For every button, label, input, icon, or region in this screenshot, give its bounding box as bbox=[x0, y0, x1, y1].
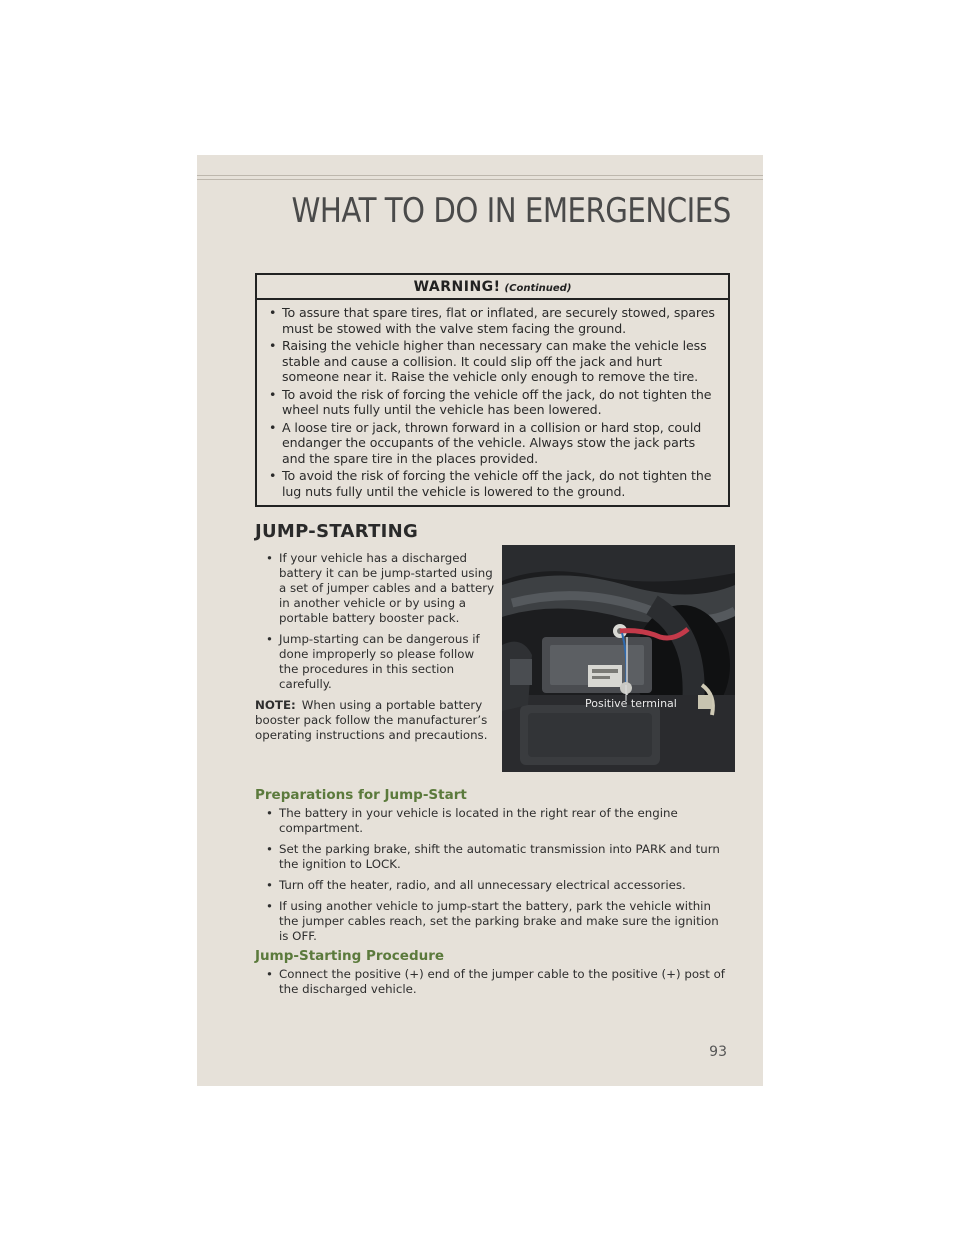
jump-starting-list bbox=[255, 551, 495, 692]
note-text: When using a portable battery booster pack follow the manufacturer’s operating instructions and precautions. bbox=[255, 698, 488, 742]
jump-starting-heading: JUMP-STARTING bbox=[255, 521, 419, 542]
list-item: • Connect the positive (+) end of the jumper cable to the positive (+) post of the discharged vehicle. bbox=[255, 967, 730, 997]
list-item: • Raising the vehicle higher than necessary can make the vehicle less stable and cause a collision. It could slip off the jack and hurt someone near it. Raise the vehicle only enough to remove the tire. bbox=[267, 338, 718, 385]
battery-photo bbox=[502, 545, 735, 772]
warning-header bbox=[257, 275, 728, 300]
warning-title: WARNING! bbox=[413, 279, 501, 295]
preparations-section bbox=[255, 806, 730, 950]
manual-page bbox=[197, 155, 763, 1086]
list-item: • The battery in your vehicle is located in the right rear of the engine compartment. bbox=[255, 806, 730, 836]
list-item: • To avoid the risk of forcing the vehicle off the jack, do not tighten the lug nuts fully until the vehicle is lowered to the ground. bbox=[267, 468, 718, 499]
jump-starting-intro bbox=[255, 551, 495, 743]
engine-bay-illustration bbox=[502, 545, 735, 772]
header-rule bbox=[197, 179, 763, 180]
page-number: 93 bbox=[709, 1044, 727, 1060]
note-paragraph bbox=[255, 698, 495, 743]
list-item: • To avoid the risk of forcing the vehicle off the jack, do not tighten the wheel nuts fully until the vehicle has been lowered. bbox=[267, 387, 718, 418]
list-item: • Turn off the heater, radio, and all unnecessary electrical accessories. bbox=[255, 878, 730, 893]
preparations-heading: Preparations for Jump-Start bbox=[255, 787, 467, 803]
warning-list bbox=[257, 300, 728, 499]
list-item: • If your vehicle has a discharged battery it can be jump-started using a set of jumper cables and a battery in another vehicle or by using a portable battery booster pack. bbox=[255, 551, 495, 626]
preparations-list bbox=[255, 806, 730, 944]
section-title: WHAT TO DO IN EMERGENCIES bbox=[291, 191, 731, 231]
list-item: • Set the parking brake, shift the automatic transmission into PARK and turn the ignition to LOCK. bbox=[255, 842, 730, 872]
procedure-section bbox=[255, 967, 730, 1003]
header-rule bbox=[197, 175, 763, 176]
list-item: • If using another vehicle to jump-start the battery, park the vehicle within the jumper cables reach, set the parking brake and make sure the ignition is OFF. bbox=[255, 899, 730, 944]
list-item: • To assure that spare tires, flat or inflated, are securely stowed, spares must be stowed with the valve stem facing the ground. bbox=[267, 305, 718, 336]
list-item: • A loose tire or jack, thrown forward in a collision or hard stop, could endanger the occupants of the vehicle. Always stow the jack parts and the spare tire in the places provided. bbox=[267, 420, 718, 467]
warning-box bbox=[255, 273, 730, 507]
procedure-heading: Jump-Starting Procedure bbox=[255, 948, 445, 964]
note-label: NOTE: bbox=[255, 698, 296, 712]
procedure-list bbox=[255, 967, 730, 997]
list-item: • Jump-starting can be dangerous if done improperly so please follow the procedures in this section carefully. bbox=[255, 632, 495, 692]
warning-continued: (Continued) bbox=[504, 283, 572, 294]
photo-label: Positive terminal bbox=[585, 697, 677, 710]
